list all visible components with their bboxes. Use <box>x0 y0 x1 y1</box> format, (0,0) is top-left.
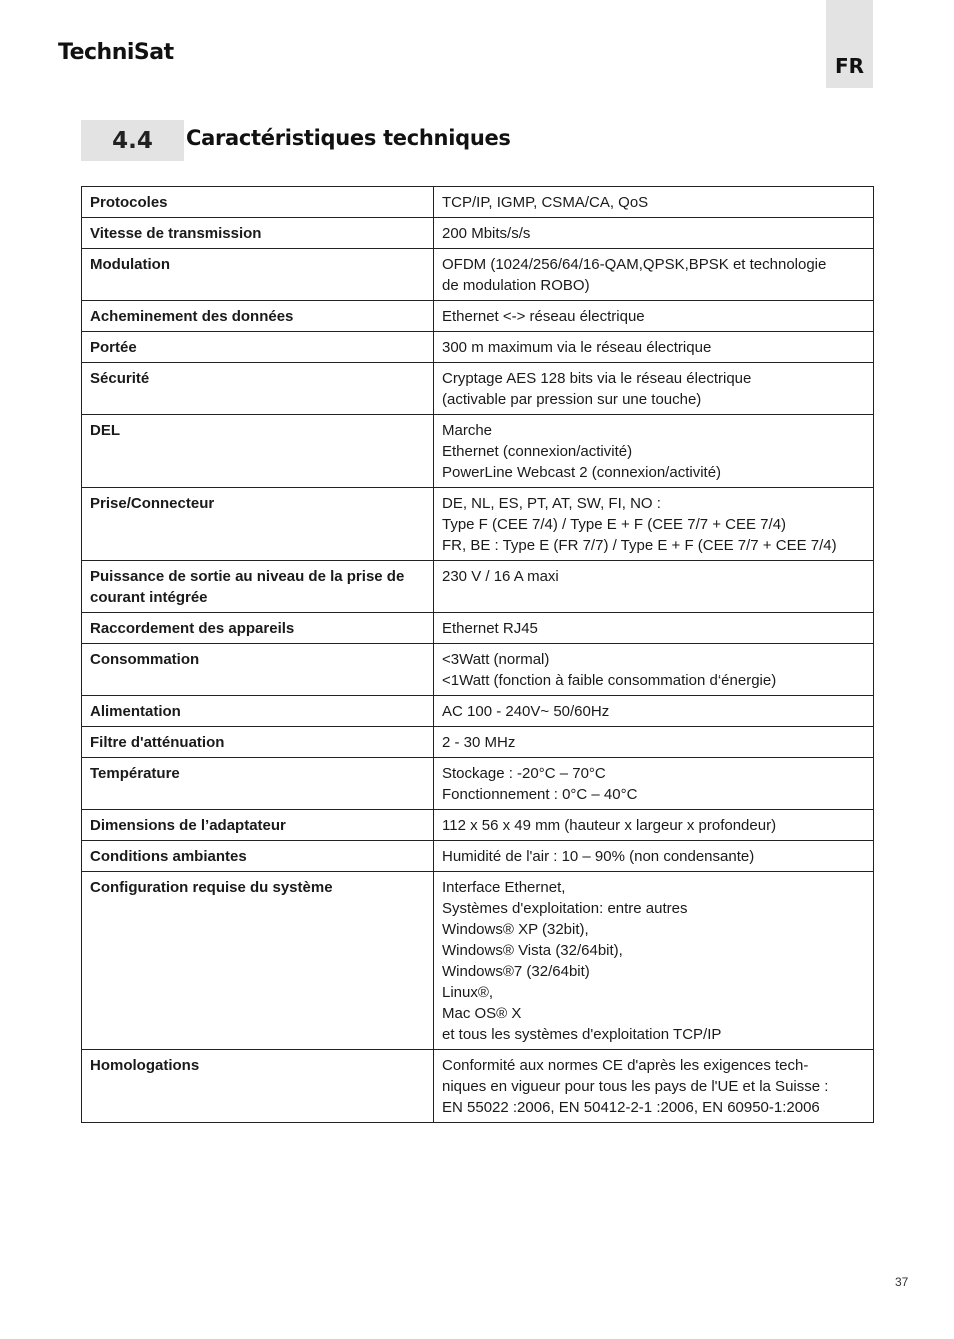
table-row <box>82 696 874 727</box>
table-row <box>82 249 874 301</box>
spec-label <box>82 727 434 758</box>
spec-value <box>434 488 874 561</box>
spec-label <box>82 218 434 249</box>
spec-value-line: Systèmes d'exploitation: entre autres <box>442 900 688 917</box>
spec-label-text: Alimentation <box>90 703 181 720</box>
spec-value-line: de modulation ROBO) <box>442 277 590 294</box>
section-number: 4.4 <box>81 120 184 161</box>
spec-value <box>434 218 874 249</box>
spec-label <box>82 332 434 363</box>
spec-label <box>82 488 434 561</box>
spec-label <box>82 872 434 1050</box>
table-row <box>82 301 874 332</box>
spec-label-text: Filtre d'atténuation <box>90 734 225 751</box>
table-row <box>82 363 874 415</box>
spec-value-line: TCP/IP, IGMP, CSMA/CA, QoS <box>442 194 649 211</box>
spec-label <box>82 187 434 218</box>
table-row <box>82 1050 874 1123</box>
spec-value-line: Conformité aux normes CE d'après les exigences tech- <box>442 1057 809 1074</box>
table-row <box>82 727 874 758</box>
spec-label <box>82 841 434 872</box>
spec-value-line: Stockage : -20°C – 70°C <box>442 765 606 782</box>
spec-label <box>82 363 434 415</box>
spec-value <box>434 332 874 363</box>
spec-value-line: <1Watt (fonction à faible consommation d‘énergie) <box>442 672 777 689</box>
spec-label <box>82 415 434 488</box>
spec-value <box>434 841 874 872</box>
spec-value-line: (activable par pression sur une touche) <box>442 391 702 408</box>
spec-value-line: Ethernet <-> réseau électrique <box>442 308 645 325</box>
spec-value <box>434 644 874 696</box>
section-title: Caractéristiques techniques <box>186 126 511 150</box>
spec-label-text: Vitesse de transmission <box>90 225 262 242</box>
table-row <box>82 841 874 872</box>
spec-value-line: <3Watt (normal) <box>442 651 550 668</box>
spec-value <box>434 301 874 332</box>
spec-value <box>434 696 874 727</box>
spec-label <box>82 644 434 696</box>
spec-value <box>434 758 874 810</box>
specifications-table <box>81 186 874 1123</box>
language-tab: FR <box>826 0 873 88</box>
spec-label-text: Protocoles <box>90 194 168 211</box>
table-row <box>82 561 874 613</box>
page-number: 37 <box>895 1275 909 1289</box>
spec-value <box>434 613 874 644</box>
spec-value-line: DE, NL, ES, PT, AT, SW, FI, NO : <box>442 495 661 512</box>
spec-value-line: EN 55022 :2006, EN 50412-2-1 :2006, EN 60950-1:2006 <box>442 1099 820 1116</box>
table-row <box>82 613 874 644</box>
table-row <box>82 218 874 249</box>
table-row <box>82 488 874 561</box>
spec-label-text: Température <box>90 765 180 782</box>
spec-label-text: Conditions ambiantes <box>90 848 247 865</box>
spec-value-line: 230 V / 16 A maxi <box>442 568 559 585</box>
spec-value <box>434 872 874 1050</box>
spec-label-text: Acheminement des données <box>90 308 294 325</box>
spec-label-text: Raccordement des appareils <box>90 620 295 637</box>
spec-value-line: Linux®, <box>442 984 494 1001</box>
table-row <box>82 332 874 363</box>
spec-label-text: DEL <box>90 422 120 439</box>
spec-label <box>82 249 434 301</box>
spec-value-line: niques en vigueur pour tous les pays de l'UE et la Suisse : <box>442 1078 829 1095</box>
spec-label <box>82 810 434 841</box>
spec-value-line: Humidité de l'air : 10 – 90% (non condensante) <box>442 848 755 865</box>
spec-value-line: 112 x 56 x 49 mm (hauteur x largeur x profondeur) <box>442 817 777 834</box>
table-row <box>82 758 874 810</box>
table-row <box>82 415 874 488</box>
table-row <box>82 810 874 841</box>
spec-label <box>82 1050 434 1123</box>
spec-label <box>82 613 434 644</box>
spec-value-line: et tous les systèmes d'exploitation TCP/IP <box>442 1026 722 1043</box>
spec-value-line: Marche <box>442 422 493 439</box>
spec-label <box>82 561 434 613</box>
spec-value-line: 2 - 30 MHz <box>442 734 516 751</box>
spec-value-line: OFDM (1024/256/64/16-QAM,QPSK,BPSK et technologie <box>442 256 827 273</box>
technisat-logo: TechniSat <box>58 40 174 65</box>
spec-value <box>434 727 874 758</box>
spec-label <box>82 758 434 810</box>
spec-value-line: 300 m maximum via le réseau électrique <box>442 339 712 356</box>
spec-value-line: Mac OS® X <box>442 1005 522 1022</box>
spec-value <box>434 363 874 415</box>
spec-label-text: Puissance de sortie au niveau de la prise de courant intégrée <box>90 568 405 606</box>
spec-value-line: AC 100 - 240V~ 50/60Hz <box>442 703 610 720</box>
spec-label-text: Consommation <box>90 651 200 668</box>
spec-value-line: Windows®7 (32/64bit) <box>442 963 590 980</box>
specifications-table-body <box>82 187 874 1123</box>
spec-label-text: Dimensions de l’adaptateur <box>90 817 286 834</box>
spec-label-text: Prise/Connecteur <box>90 495 215 512</box>
spec-label-text: Configuration requise du système <box>90 879 333 896</box>
spec-label-text: Modulation <box>90 256 170 273</box>
spec-value-line: Windows® XP (32bit), <box>442 921 589 938</box>
spec-value-line: Cryptage AES 128 bits via le réseau électrique <box>442 370 752 387</box>
spec-label-text: Portée <box>90 339 137 356</box>
table-row <box>82 187 874 218</box>
spec-label-text: Sécurité <box>90 370 150 387</box>
table-row <box>82 872 874 1050</box>
spec-value-line: Fonctionnement : 0°C – 40°C <box>442 786 638 803</box>
spec-value <box>434 561 874 613</box>
spec-value-line: Ethernet RJ45 <box>442 620 538 637</box>
spec-label <box>82 301 434 332</box>
spec-value <box>434 1050 874 1123</box>
spec-label-text: Homologations <box>90 1057 200 1074</box>
spec-value-line: Interface Ethernet, <box>442 879 566 896</box>
spec-value <box>434 415 874 488</box>
spec-value-line: PowerLine Webcast 2 (connexion/activité) <box>442 464 722 481</box>
spec-value <box>434 810 874 841</box>
spec-value-line: Windows® Vista (32/64bit), <box>442 942 623 959</box>
table-row <box>82 644 874 696</box>
spec-value <box>434 249 874 301</box>
spec-value <box>434 187 874 218</box>
spec-value-line: FR, BE : Type E (FR 7/7) / Type E + F (CEE 7/7 + CEE 7/4) <box>442 537 837 554</box>
spec-value-line: Type F (CEE 7/4) / Type E + F (CEE 7/7 + CEE 7/4) <box>442 516 787 533</box>
spec-value-line: Ethernet (connexion/activité) <box>442 443 633 460</box>
spec-label <box>82 696 434 727</box>
spec-value-line: 200 Mbits/s/s <box>442 225 531 242</box>
